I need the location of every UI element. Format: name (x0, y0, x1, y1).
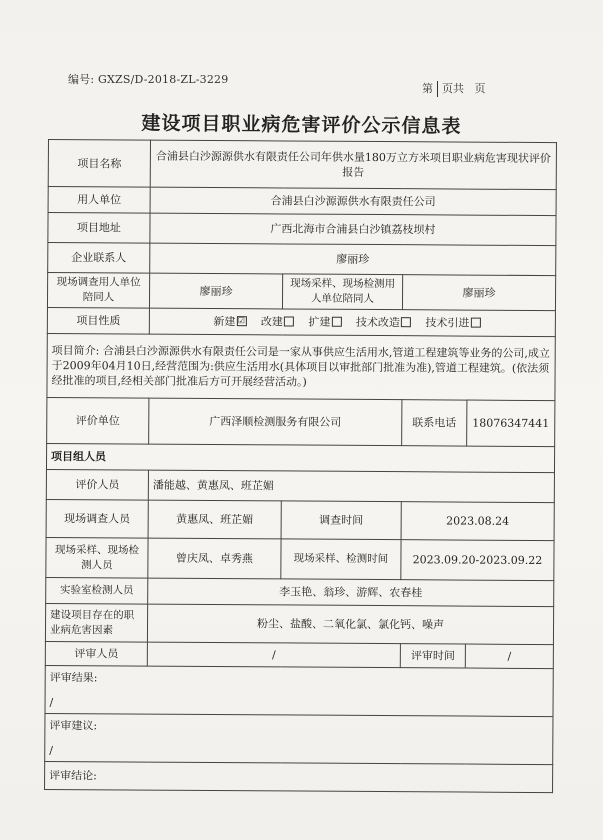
row-escorts (47, 273, 555, 311)
hazards-value: 粉尘、盐酸、二氧化氯、氯化钙、噪声 (147, 604, 553, 644)
employer-label: 用人单位 (48, 187, 150, 214)
checkbox[interactable] (401, 317, 411, 327)
assessors-value: 潘能越、黄惠凤、班芷媚 (148, 470, 554, 502)
review-advice-cell (45, 713, 553, 764)
review-advice-label: 评审建议: (49, 718, 98, 732)
row-review-result (45, 665, 553, 716)
review-conclusion-cell (45, 761, 553, 792)
assessors-label: 评价人员 (46, 469, 148, 500)
row-contact (48, 243, 556, 276)
team-section-heading: 项目组人员 (46, 443, 554, 472)
sampling-time-value: 2023.09.20-2023.09.22 (401, 540, 554, 581)
nature-option-rebuild[interactable]: 改建 (261, 315, 297, 328)
survey-time-value: 2023.08.24 (401, 502, 554, 541)
checkbox[interactable] (470, 318, 480, 328)
phone-label: 联系电话 (402, 400, 467, 446)
row-lab (46, 577, 554, 606)
review-result-cell (45, 665, 553, 716)
row-intro (47, 333, 555, 400)
checkbox-checked[interactable]: ☑ (237, 316, 245, 326)
survey-escort-value: 廖丽珍 (149, 273, 282, 309)
lab-label: 实验室检测人员 (46, 577, 148, 604)
contact-value: 廖丽珍 (150, 243, 556, 275)
page-suffix: 页 (474, 82, 486, 95)
nature-option-tech-upgrade[interactable]: 技术改造 (356, 316, 414, 329)
checkbox[interactable] (284, 316, 294, 326)
address-label: 项目地址 (48, 213, 150, 244)
sampling-escort-label: 现场采样、现场检测用人单位陪同人 (282, 274, 402, 310)
hazards-label: 建设项目存在的职业病危害因素 (45, 603, 147, 642)
survey-time-label: 调查时间 (281, 501, 401, 540)
contact-label: 企业联系人 (48, 243, 150, 274)
row-team-section (46, 443, 554, 472)
survey-escort-label: 现场调查用人单位陪同人 (47, 273, 149, 309)
project-name-label: 项目名称 (48, 140, 150, 188)
page-title: 建设项目职业病危害评价公示信息表 (141, 112, 462, 138)
row-samplers (46, 537, 554, 580)
document-number: 编号: GXZS/D-2018-ZL-3229 (68, 73, 229, 86)
row-employer (48, 187, 556, 216)
review-time-value: / (465, 644, 553, 669)
project-name-value: 合浦县白沙源源供水有限责任公司年供水量180万立方米项目职业病危害现状评价报告 (150, 140, 556, 189)
page-middle: 页共 (442, 82, 464, 95)
nature-option-expand[interactable]: 扩建 (308, 316, 344, 329)
intro-text: 合浦县白沙源源供水有限责任公司是一家从事供应生活用水,管道工程建筑等业务的公司,成立于2009年04月10日,经营范围为:供应生活用水(具体项目以审批部门批准为准),管道工程建筑。(依法须经批准的项目,经相关部门批准后方可开展经营活动。) (51, 344, 550, 389)
reviewers-label: 评审人员 (45, 641, 147, 666)
evaluator-label: 评价单位 (47, 397, 149, 444)
surveyors-value: 黄惠凤、班芷媚 (148, 500, 281, 539)
sampling-time-label: 现场采样、检测时间 (281, 539, 401, 580)
row-address (48, 213, 556, 246)
evaluator-value: 广西泽顺检测服务有限公司 (149, 398, 402, 446)
review-time-label: 评审时间 (400, 644, 465, 668)
row-assessors (46, 469, 554, 502)
review-advice-value: / (49, 743, 54, 757)
nature-label: 项目性质 (47, 307, 149, 334)
intro-label: 项目简介: (51, 344, 103, 358)
row-evaluator (47, 397, 555, 446)
row-review-advice (45, 713, 553, 764)
page-prefix: 第 (422, 82, 433, 95)
row-project-name (48, 140, 556, 190)
page-number (422, 80, 486, 97)
row-nature (47, 307, 555, 336)
surveyors-label: 现场调查人员 (46, 499, 148, 538)
row-review-conclusion (45, 761, 553, 792)
samplers-label: 现场采样、现场检测人员 (46, 537, 148, 578)
row-reviewers (45, 641, 553, 668)
review-result-value: / (49, 695, 54, 709)
lab-value: 李玉艳、翁珍、游辉、农春桂 (148, 578, 554, 606)
nature-option-new[interactable]: 新建 ☑ (213, 315, 245, 329)
nature-option-tech-import[interactable]: 技术引进 (425, 316, 483, 329)
row-surveyors (46, 499, 554, 540)
info-form-table (44, 139, 557, 793)
checkbox[interactable] (331, 317, 341, 327)
project-intro (47, 333, 555, 400)
nature-options (149, 308, 555, 336)
sampling-escort-value: 廖丽珍 (402, 275, 555, 311)
row-hazards (45, 603, 553, 644)
employer-value: 合浦县白沙源源供水有限责任公司 (150, 187, 556, 215)
phone-value: 18076347441 (467, 400, 555, 447)
reviewers-value: / (147, 642, 400, 668)
review-result-label: 评审结果: (49, 670, 98, 684)
review-conclusion-label: 评审结论: (49, 769, 97, 783)
address-value: 广西北海市合浦县白沙镇荔枝坝村 (150, 213, 556, 245)
samplers-value: 曾庆凤、卓秀燕 (148, 538, 281, 579)
